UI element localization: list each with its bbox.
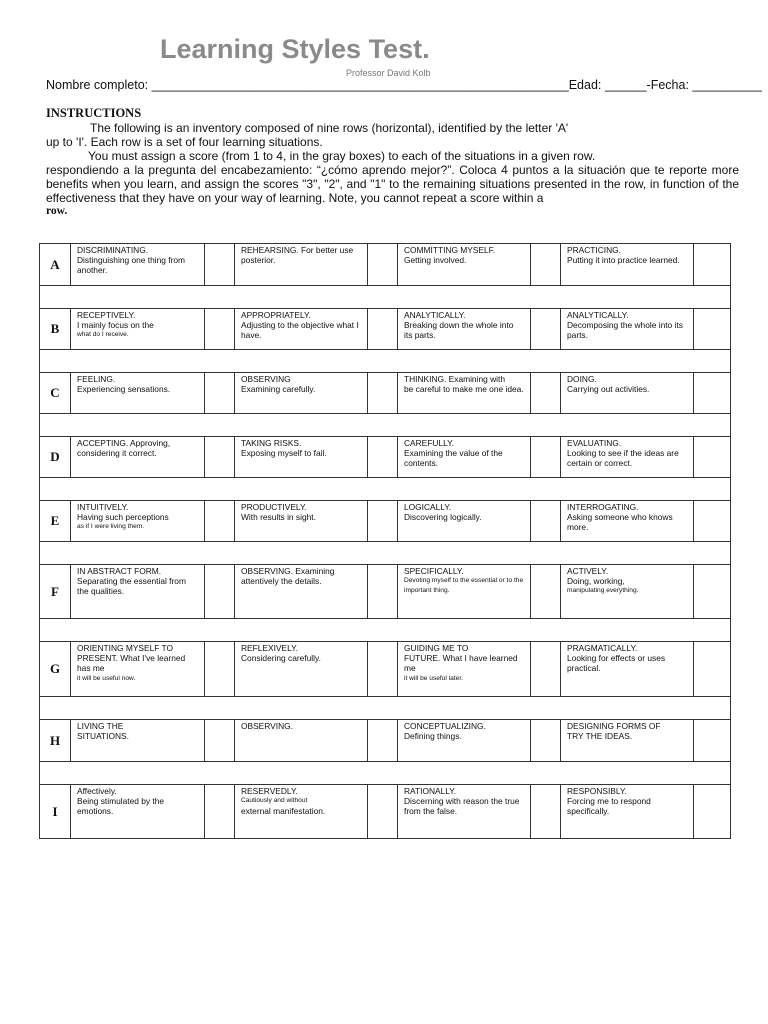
score-box[interactable] [368, 501, 398, 541]
situation-title: DISCRIMINATING. [77, 245, 149, 255]
row-letter: A [40, 244, 71, 285]
situation-cell [235, 437, 368, 477]
situation-description: Exposing myself to fail. [241, 448, 327, 459]
row-letter: I [40, 785, 71, 838]
situation-title: ANALYTICALLY. [404, 310, 466, 320]
situation-title: ACCEPTING. Approving, [77, 438, 171, 448]
table-row [39, 500, 731, 541]
situation-title: CAREFULLY. [404, 438, 454, 448]
table-row [39, 784, 731, 839]
situation-title: REFLEXIVELY. [241, 643, 298, 653]
score-box[interactable] [531, 720, 561, 761]
situation-title: GUIDING ME TO [404, 643, 469, 653]
situation-description: With results in sight. [241, 512, 316, 523]
score-box[interactable] [531, 785, 561, 838]
situation-cell [71, 642, 205, 696]
situation-cell [561, 785, 694, 838]
situation-cell [561, 437, 694, 477]
form-fields-line[interactable]: Nombre completo: ____________________________________________________________Edad: ______-Fecha: __________ [46, 78, 762, 92]
row-letter: E [40, 501, 71, 541]
situation-title: INTUITIVELY. [77, 502, 129, 512]
situation-description: Breaking down the whole into its parts. [404, 320, 514, 341]
score-box[interactable] [694, 785, 724, 838]
situation-description: Being stimulated by the emotions. [77, 796, 165, 817]
situation-cell [398, 309, 531, 349]
situation-cell [398, 642, 531, 696]
situation-description: Discovering logically. [404, 512, 482, 523]
row-spacer [39, 696, 731, 719]
situation-title: OBSERVING. Examining [241, 566, 335, 576]
situation-cell [561, 642, 694, 696]
score-box[interactable] [368, 785, 398, 838]
table-row [39, 719, 731, 761]
situation-description: Examining carefully. [241, 384, 316, 395]
score-box[interactable] [205, 437, 235, 477]
situation-cell [561, 373, 694, 413]
situation-title: RATIONALLY. [404, 786, 457, 796]
situation-description: I mainly focus on the [77, 320, 154, 331]
situation-title: APPROPRIATELY. [241, 310, 311, 320]
situation-title: INTERROGATING. [567, 502, 639, 512]
situation-description: Putting it into practice learned. [567, 255, 680, 266]
situation-title: ANALYTICALLY. [567, 310, 629, 320]
situation-description: attentively the details. [241, 576, 322, 587]
situation-description: Examining the value of the contents. [404, 448, 503, 469]
situation-note: Devoting myself to the essential or to the important thing. [404, 577, 524, 595]
situation-title: TAKING RISKS. [241, 438, 302, 448]
situation-cell [71, 437, 205, 477]
situation-description: Experiencing sensations. [77, 384, 171, 395]
situation-note: what do I receive. [77, 331, 129, 339]
page-title: Learning Styles Test. [160, 34, 430, 64]
situation-description: SITUATIONS. [77, 731, 129, 742]
score-box[interactable] [531, 244, 561, 285]
situation-description: Discerning with reason the true from the false. [404, 796, 520, 817]
score-box[interactable] [531, 642, 561, 696]
table-row [39, 372, 731, 413]
score-box[interactable] [205, 565, 235, 618]
score-box[interactable] [531, 309, 561, 349]
situation-title: LOGICALLY. [404, 502, 452, 512]
score-box[interactable] [368, 309, 398, 349]
instructions-end: row. [46, 205, 68, 217]
situation-cell [398, 437, 531, 477]
score-box[interactable] [694, 642, 724, 696]
row-spacer [39, 349, 731, 372]
situation-cell [398, 244, 531, 285]
table-row [39, 564, 731, 618]
situation-title: IN ABSTRACT FORM. [77, 566, 162, 576]
situation-note: it will be useful later. [404, 674, 464, 682]
row-spacer [39, 413, 731, 436]
situation-title: THINKING. Examining with [404, 374, 505, 384]
row-spacer [39, 285, 731, 308]
row-letter: H [40, 720, 71, 761]
row-letter: D [40, 437, 71, 477]
situation-description: Doing, working, [567, 576, 625, 587]
situation-title: FEELING. [77, 374, 116, 384]
situation-cell [398, 785, 531, 838]
score-box[interactable] [694, 565, 724, 618]
situation-title: RESERVEDLY. [241, 786, 298, 796]
situation-description: Carrying out activities. [567, 384, 650, 395]
score-box[interactable] [368, 565, 398, 618]
score-box[interactable] [694, 720, 724, 761]
score-box[interactable] [205, 785, 235, 838]
situation-title: LIVING THE [77, 721, 124, 731]
situation-cell [398, 373, 531, 413]
score-box[interactable] [205, 501, 235, 541]
score-box[interactable] [368, 642, 398, 696]
instructions-line-1: The following is an inventory composed of nine rows (horizontal), identified by the letter 'A' [90, 121, 569, 135]
learning-styles-table [39, 243, 731, 839]
situation-description: Looking for effects or uses practical. [567, 653, 666, 674]
situation-cell [561, 565, 694, 618]
situation-title: ACTIVELY. [567, 566, 609, 576]
situation-cell [235, 785, 368, 838]
situation-title: PRODUCTIVELY. [241, 502, 307, 512]
situation-description: Having such perceptions [77, 512, 169, 523]
score-box[interactable] [531, 501, 561, 541]
instructions-line-4: respondiendo a la pregunta del encabezamiento: “¿cómo aprendo mejor?”. Coloca 4 puntos a la situación que te reporte more benefits when you learn, and assign the scores "3", "2", and "1" to the remaining situations presented in the row, in function of the effectiveness that they have on your way of learning. Note, you cannot repeat a score within a [46, 163, 739, 205]
row-spacer [39, 541, 731, 564]
situation-cell [71, 565, 205, 618]
instructions-line-2: up to 'I'. Each row is a set of four learning situations. [46, 135, 323, 149]
situation-description: Asking someone who knows more. [567, 512, 673, 533]
situation-title: DOING. [567, 374, 597, 384]
situation-title: RECEPTIVELY. [77, 310, 136, 320]
situation-cell [235, 720, 368, 761]
situation-title: REHEARSING. For better use [241, 245, 354, 255]
instructions-heading: INSTRUCTIONS [46, 106, 142, 120]
situation-note: Cautiously and without [241, 797, 308, 805]
situation-cell [398, 720, 531, 761]
instructions-line-3: You must assign a score (from 1 to 4, in the gray boxes) to each of the situations in a given row. [88, 149, 596, 163]
situation-title: CONCEPTUALIZING. [404, 721, 486, 731]
situation-description: TRY THE IDEAS. [567, 731, 633, 742]
score-box[interactable] [694, 244, 724, 285]
situation-title: DESIGNING FORMS OF [567, 721, 661, 731]
situation-cell [561, 720, 694, 761]
situation-title: SPECIFICALLY. [404, 566, 464, 576]
situation-description: Decomposing the whole into its parts. [567, 320, 683, 341]
score-box[interactable] [205, 244, 235, 285]
row-letter: G [40, 642, 71, 696]
situation-title: RESPONSIBLY. [567, 786, 627, 796]
situation-cell [235, 373, 368, 413]
situation-title: OBSERVING [241, 374, 291, 384]
row-letter: C [40, 373, 71, 413]
score-box[interactable] [368, 720, 398, 761]
situation-description: Forcing me to respond specifically. [567, 796, 651, 817]
situation-title: Affectively. [77, 786, 117, 796]
situation-cell [235, 244, 368, 285]
author-subtitle: Professor David Kolb [346, 68, 431, 78]
score-box[interactable] [205, 642, 235, 696]
row-spacer [39, 618, 731, 641]
situation-cell [71, 785, 205, 838]
situation-description: considering it correct. [77, 448, 157, 459]
situation-note: manipulating everything. [567, 587, 639, 595]
score-box[interactable] [205, 720, 235, 761]
table-row [39, 308, 731, 349]
situation-cell [71, 720, 205, 761]
situation-cell [235, 309, 368, 349]
situation-description: FUTURE. What I have learned me [404, 653, 518, 674]
score-box[interactable] [694, 309, 724, 349]
situation-cell [561, 501, 694, 541]
situation-cell [398, 501, 531, 541]
score-box[interactable] [368, 437, 398, 477]
situation-description: Distinguishing one thing from another. [77, 255, 186, 276]
table-row [39, 243, 731, 285]
situation-cell [398, 565, 531, 618]
situation-title: OBSERVING. [241, 721, 293, 731]
situation-title: ORIENTING MYSELF TO [77, 643, 174, 653]
situation-cell [235, 642, 368, 696]
situation-cell [561, 244, 694, 285]
situation-description: Considering carefully. [241, 653, 321, 664]
situation-description: Separating the essential from the qualities. [77, 576, 186, 597]
score-box[interactable] [694, 373, 724, 413]
situation-cell [71, 501, 205, 541]
table-row [39, 641, 731, 696]
situation-cell [71, 244, 205, 285]
score-box[interactable] [531, 565, 561, 618]
situation-cell [71, 309, 205, 349]
score-box[interactable] [205, 309, 235, 349]
row-spacer [39, 761, 731, 784]
table-row [39, 436, 731, 477]
score-box[interactable] [694, 437, 724, 477]
situation-title: PRAGMATICALLY. [567, 643, 638, 653]
row-letter: B [40, 309, 71, 349]
situation-description: external manifestation. [241, 806, 326, 817]
situation-description: Looking to see if the ideas are certain or correct. [567, 448, 679, 469]
situation-description: PRESENT. What I've learned has me [77, 653, 186, 674]
situation-cell [235, 565, 368, 618]
situation-cell [561, 309, 694, 349]
situation-title: PRACTICING. [567, 245, 621, 255]
situation-description: posterior. [241, 255, 276, 266]
situation-note: as if I were living them. [77, 523, 145, 531]
situation-cell [71, 373, 205, 413]
score-box[interactable] [694, 501, 724, 541]
score-box[interactable] [531, 437, 561, 477]
situation-title: COMMITTING MYSELF. [404, 245, 496, 255]
situation-description: Defining things. [404, 731, 462, 742]
situation-description: Getting involved. [404, 255, 467, 266]
score-box[interactable] [368, 373, 398, 413]
situation-title: EVALUATING. [567, 438, 622, 448]
situation-description: be careful to make me one idea. [404, 384, 524, 395]
score-box[interactable] [368, 244, 398, 285]
row-spacer [39, 477, 731, 500]
situation-note: it will be useful now. [77, 674, 136, 682]
row-letter: F [40, 565, 71, 618]
situation-cell [235, 501, 368, 541]
score-box[interactable] [205, 373, 235, 413]
score-box[interactable] [531, 373, 561, 413]
situation-description: Adjusting to the objective what I have. [241, 320, 359, 341]
